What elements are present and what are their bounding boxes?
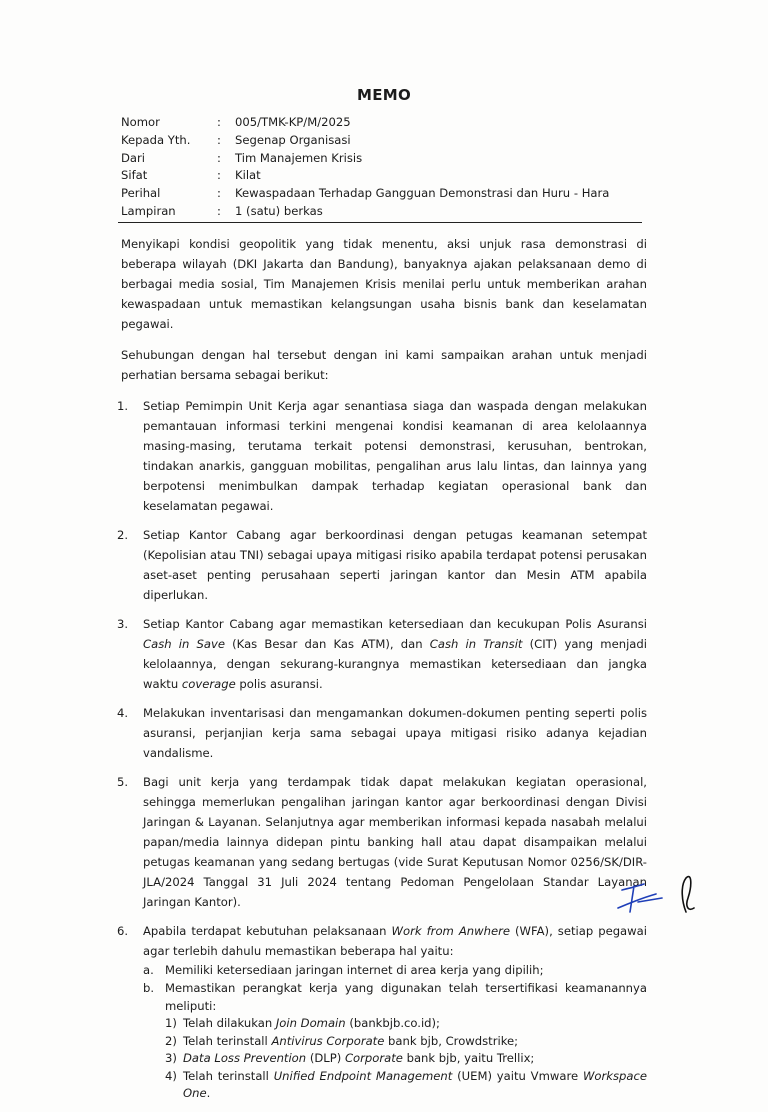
paraf-signature: [612, 872, 702, 918]
item-text: Setiap Pemimpin Unit Kerja agar senantiasa siaga dan waspada dengan melakukan pemantauan informasi terkini mengenai kondisi keamanan di area kelolaannya masing-masing, terutama terkait potensi demonstrasi, kerusuhan, bentrokan, tindakan anarkis, gangguan mobilitas, pengalihan arus lalu lintas, dan lainnya yang berpotensi menimbulkan dampak terhadap kegiatan operasional bank dan keselamatan pegawai.: [143, 399, 647, 513]
item-number: 1.: [117, 399, 129, 413]
meta-row-sifat: [121, 167, 641, 185]
meta-row-perihal: [121, 185, 641, 203]
sub-sub-label: 1): [165, 1016, 177, 1030]
meta-colon: :: [217, 203, 221, 218]
item-text: Apabila terdapat kebutuhan pelaksanaan Work from Anwhere (WFA), setiap pegawai agar terlebih dahulu memastikan beberapa hal yaitu:: [143, 924, 647, 958]
meta-label: Sifat: [121, 168, 148, 183]
emphasis: coverage: [181, 677, 236, 691]
meta-label: Perihal: [121, 186, 161, 201]
item-text: Setiap Kantor Cabang agar memastikan ketersediaan dan kecukupan Polis Asuransi Cash in Save (Kas Besar dan Kas ATM), dan Cash in Transit (CIT) yang menjadi kelolaannya, dengan sekurang-kurangnya memastikan ketersediaan dan jangka waktu coverage polis asuransi.: [143, 617, 647, 691]
sub-list-item: [143, 961, 647, 979]
sub-label: a.: [143, 963, 154, 977]
emphasis: Workspace One: [183, 1068, 647, 1100]
emphasis: Cash in Transit: [429, 637, 523, 651]
blue-initial-mark: [618, 884, 662, 912]
memo-body: [117, 234, 647, 1112]
meta-colon: :: [217, 186, 221, 201]
meta-value: Kilat: [235, 168, 261, 183]
meta-colon: :: [217, 150, 221, 165]
sub-sub-list-item: [165, 1068, 647, 1103]
item-number: 6.: [117, 924, 129, 938]
meta-row-dari: [121, 150, 641, 168]
meta-value: 005/TMK-KP/M/2025: [235, 115, 351, 129]
meta-row-kepada: [121, 132, 641, 150]
list-item: [117, 525, 647, 605]
sub-label: b.: [143, 981, 155, 995]
lead-in-paragraph: Sehubungan dengan hal tersebut dengan ini kami sampaikan arahan untuk menjadi perhatian bersama sebagai berikut:: [121, 348, 647, 382]
meta-value: 1 (satu) berkas: [235, 203, 323, 218]
list-item: [117, 396, 647, 516]
item-text: Bagi unit kerja yang terdampak tidak dapat melakukan kegiatan operasional, sehingga memerlukan pengalihan jaringan kantor agar berkoordinasi dengan Divisi Jaringan & Layanan. Selanjutnya agar memberikan informasi kepada nasabah melalui papan/media lainnya didepan pintu banking hall atau dapat disampaikan melalui petugas keamanan yang sedang bertugas (vide Surat Keputusan Nomor 0256/SK/DIR-JLA/2024 Tanggal 31 Juli 2024 tentang Pedoman Pengelolaan Standar Layanan Jaringan Kantor).: [143, 775, 647, 909]
item-text: Melakukan inventarisasi dan mengamankan dokumen-dokumen penting seperti polis asuransi, perjanjian kerja sama sebagai upaya mitigasi risiko adanya kejadian vandalisme.: [143, 706, 647, 760]
list-item: [117, 921, 647, 1103]
emphasis: Cash in Save: [143, 637, 225, 651]
sub-sub-label: 2): [165, 1033, 177, 1048]
sub-sub-list-item: [165, 1033, 647, 1051]
meta-value: Kewaspadaan Terhadap Gangguan Demonstrasi dan Huru - Hara: [235, 186, 610, 201]
meta-label: Lampiran: [121, 203, 176, 218]
meta-colon: :: [217, 168, 221, 183]
sub-sub-text: Telah terinstall Unified Endpoint Management (UEM) yaitu Vmware Workspace One.: [183, 1068, 647, 1100]
emphasis: Join Domain: [275, 1016, 346, 1030]
emphasis: Corporate: [344, 1051, 403, 1065]
item-number: 3.: [117, 617, 129, 631]
intro-paragraph: Menyikapi kondisi geopolitik yang tidak menentu, aksi unjuk rasa demonstrasi di beberapa wilayah (DKI Jakarta dan Bandung), banyaknya ajakan pelaksanaan demo di berbagai media sosial, Tim Manajemen Krisis menilai perlu untuk memberikan arahan kewaspadaan untuk memastikan kelangsungan usaha bisnis bank dan keselamatan pegawai.: [121, 237, 647, 331]
memo-header-fields: [121, 114, 641, 221]
memo-title: MEMO: [356, 86, 412, 104]
list-item: [117, 614, 647, 694]
item-number: 2.: [117, 528, 129, 542]
sub-list: [143, 961, 647, 1015]
sub-sub-list-item: [165, 1050, 647, 1068]
emphasis: Unified Endpoint Management: [273, 1068, 453, 1083]
meta-label: Nomor: [121, 115, 160, 129]
meta-label: Kepada Yth.: [121, 132, 191, 147]
list-item: [117, 703, 647, 763]
emphasis: Antivirus Corporate: [271, 1033, 385, 1048]
sub-sub-list: [143, 1015, 647, 1103]
list-item: [117, 772, 647, 912]
sub-sub-label: 3): [165, 1051, 177, 1065]
meta-value: Tim Manajemen Krisis: [235, 150, 363, 165]
meta-colon: :: [217, 115, 221, 129]
black-initial-mark: [682, 877, 694, 912]
header-divider: [118, 222, 642, 223]
meta-row-lampiran: [121, 203, 641, 221]
sub-list-item: [143, 979, 647, 1015]
meta-row-nomor: [121, 114, 641, 132]
directive-list: [117, 396, 647, 1103]
item-text: Setiap Kantor Cabang agar berkoordinasi dengan petugas keamanan setempat (Kepolisian atau TNI) sebagai upaya mitigasi risiko apabila terdapat potensi perusakan aset-aset penting perusahaan seperti jaringan kantor dan Mesin ATM apabila diperlukan.: [143, 528, 647, 602]
meta-value: Segenap Organisasi: [235, 132, 351, 147]
meta-label: Dari: [121, 150, 146, 165]
emphasis: Data Loss Prevention: [183, 1051, 307, 1065]
sub-sub-text: Data Loss Prevention (DLP) Corporate bank bjb, yaitu Trellix;: [183, 1051, 535, 1065]
sub-sub-text: Telah terinstall Antivirus Corporate bank bjb, Crowdstrike;: [183, 1033, 519, 1048]
sub-text: Memiliki ketersediaan jaringan internet di area kerja yang dipilih;: [165, 963, 544, 977]
sub-sub-label: 4): [165, 1068, 177, 1083]
item-number: 5.: [117, 775, 129, 789]
meta-colon: :: [217, 132, 221, 147]
sub-text: Memastikan perangkat kerja yang digunakan telah tersertifikasi keamanannya meliputi:: [165, 981, 647, 1013]
item-number: 4.: [117, 706, 129, 720]
sub-sub-text: Telah dilakukan Join Domain (bankbjb.co.id);: [183, 1016, 440, 1030]
emphasis: Work from Anwhere: [391, 924, 510, 938]
